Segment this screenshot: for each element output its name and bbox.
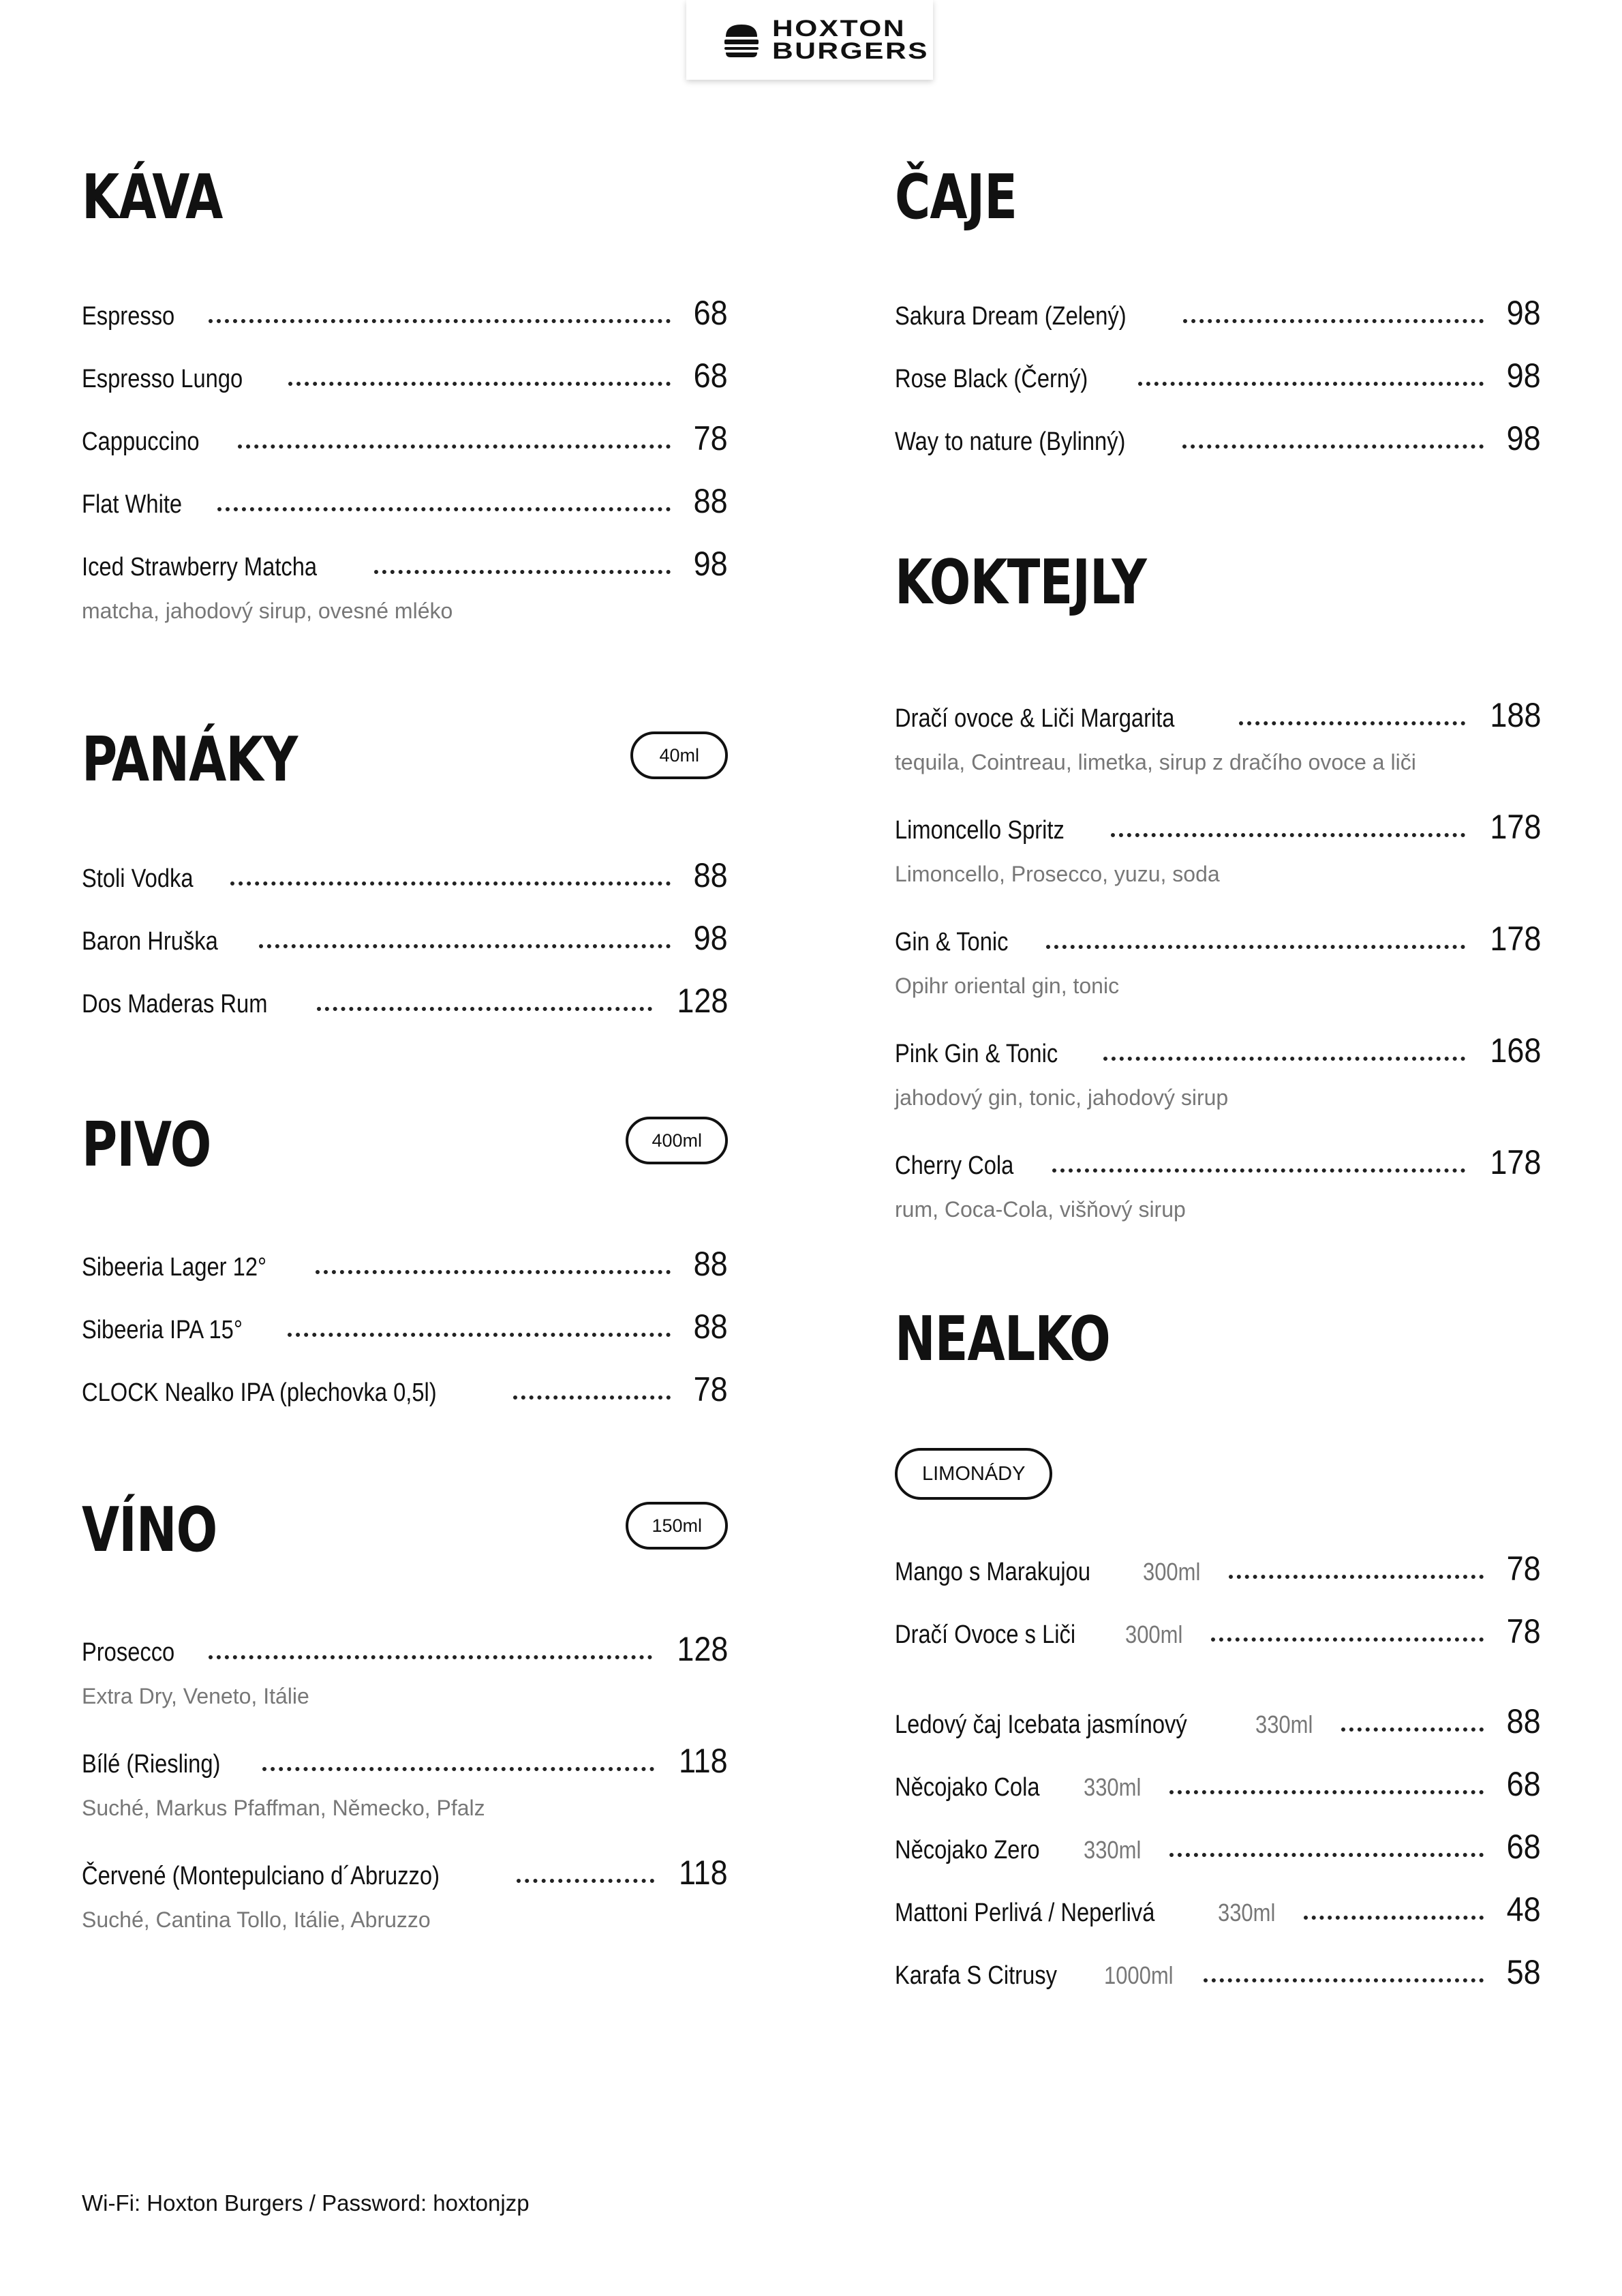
item-description: Opihr oriental gin, tonic	[895, 973, 1120, 998]
volume-badge: 400ml	[626, 1117, 728, 1164]
limonady-badge: LIMONÁDY	[895, 1448, 1052, 1500]
item-name: CLOCK Nealko IPA (plechovka 0,5l)	[82, 1378, 437, 1407]
item-name: Rose Black (Černý)	[895, 365, 1088, 393]
item-price: 78	[693, 1370, 728, 1408]
leader-dots	[1239, 721, 1465, 725]
item-price: 178	[1489, 808, 1541, 846]
leader-dots	[230, 881, 671, 886]
item-price: 68	[1506, 1828, 1541, 1866]
item-name: Limoncello Spritz	[895, 816, 1065, 845]
item-price: 178	[1489, 920, 1541, 958]
menu-item	[82, 856, 728, 918]
section-title: ČAJE	[895, 162, 1017, 233]
section-nealko	[895, 1299, 1541, 2015]
item-price: 88	[693, 856, 728, 894]
section-title: KOKTEJLY	[895, 547, 1146, 618]
leader-dots	[316, 1270, 671, 1274]
item-price: 78	[693, 419, 728, 457]
leader-dots	[288, 382, 671, 386]
menu-item	[895, 1143, 1541, 1254]
item-price: 168	[1489, 1031, 1541, 1070]
item-name: Mattoni Perlivá / Neperlivá	[895, 1899, 1155, 1927]
leader-dots	[513, 1395, 671, 1400]
item-description: Extra Dry, Veneto, Itálie	[82, 1684, 309, 1708]
item-name: Espresso	[82, 302, 175, 331]
menu-item	[82, 918, 728, 981]
item-price: 68	[1506, 1765, 1541, 1803]
section-caje	[895, 157, 1541, 481]
leader-dots	[1229, 1575, 1484, 1579]
menu-item	[82, 544, 728, 656]
item-price: 98	[693, 919, 728, 957]
item-volume: 300ml	[1125, 1620, 1183, 1648]
item-description: jahodový gin, tonic, jahodový sirup	[895, 1085, 1229, 1110]
item-price: 68	[693, 357, 728, 395]
menu-item	[895, 807, 1541, 919]
leader-dots	[1169, 1790, 1484, 1794]
item-price: 98	[1506, 357, 1541, 395]
item-name: Dos Maderas Rum	[82, 990, 268, 1018]
menu-item	[82, 981, 728, 1044]
leader-dots	[317, 1007, 652, 1011]
leader-dots	[209, 319, 671, 323]
item-description: Limoncello, Prosecco, yuzu, soda	[895, 862, 1220, 886]
section-panaky	[82, 719, 728, 1044]
section-title: KÁVA	[82, 162, 223, 233]
item-description: Suché, Cantina Tollo, Itálie, Abruzzo	[82, 1907, 431, 1932]
leader-dots	[1046, 945, 1465, 949]
item-price: 88	[693, 482, 728, 520]
item-volume: 330ml	[1217, 1899, 1275, 1927]
item-price: 188	[1489, 696, 1541, 734]
burger-icon	[722, 20, 761, 60]
item-name: Cappuccino	[82, 427, 200, 456]
caje-list	[895, 293, 1541, 481]
menu-item	[82, 1853, 728, 1965]
leader-dots	[1138, 382, 1484, 386]
leader-dots	[1169, 1853, 1484, 1857]
leader-dots	[1304, 1916, 1484, 1920]
item-volume: 300ml	[1142, 1558, 1201, 1586]
item-name: Iced Strawberry Matcha	[82, 553, 318, 581]
menu-item	[895, 1890, 1541, 1952]
leader-dots	[1341, 1727, 1484, 1732]
item-name: Stoli Vodka	[82, 864, 194, 893]
item-name: Pink Gin & Tonic	[895, 1040, 1058, 1068]
menu-item	[895, 1031, 1541, 1143]
menu-item	[82, 293, 728, 356]
menu-item	[895, 293, 1541, 356]
wifi-info: Wi-Fi: Hoxton Burgers / Password: hoxtonjzp	[82, 2190, 530, 2216]
menu-item	[82, 1370, 728, 1432]
item-name: Way to nature (Bylinný)	[895, 427, 1126, 456]
leader-dots	[517, 1879, 654, 1883]
item-price: 178	[1489, 1143, 1541, 1181]
item-name: Červené (Montepulciano d´Abruzzo)	[82, 1862, 440, 1890]
menu-item	[895, 1549, 1541, 1612]
item-name: Cherry Cola	[895, 1151, 1014, 1180]
leader-dots	[259, 944, 671, 948]
vino-list	[82, 1629, 728, 1965]
item-description: Suché, Markus Pfaffman, Německo, Pfalz	[82, 1796, 485, 1820]
item-description: matcha, jahodový sirup, ovesné mléko	[82, 599, 453, 623]
item-price: 78	[1506, 1612, 1541, 1650]
section-koktejly	[895, 542, 1541, 1254]
leader-dots	[238, 444, 671, 449]
item-name: Něcojako Zero	[895, 1836, 1040, 1864]
item-price: 128	[676, 1630, 728, 1668]
menu-item	[82, 1741, 728, 1853]
section-pivo	[82, 1104, 728, 1432]
menu-item	[82, 1307, 728, 1370]
item-volume: 330ml	[1084, 1773, 1142, 1801]
item-price: 98	[1506, 419, 1541, 457]
item-name: Ledový čaj Icebata jasmínový	[895, 1710, 1187, 1739]
item-description: rum, Coca-Cola, višňový sirup	[895, 1197, 1186, 1222]
leader-dots	[1182, 444, 1484, 449]
item-description: tequila, Cointreau, limetka, sirup z dračího ovoce a liči	[895, 750, 1416, 774]
item-name: Sakura Dream (Zelený)	[895, 302, 1127, 331]
menu-item	[895, 1952, 1541, 2015]
koktejly-list	[895, 695, 1541, 1254]
leader-dots	[1103, 1057, 1465, 1061]
item-price: 58	[1506, 1953, 1541, 1991]
item-name: Mango s Marakujou	[895, 1558, 1091, 1586]
section-title: VÍNO	[82, 1494, 217, 1566]
item-name: Bílé (Riesling)	[82, 1750, 221, 1779]
item-price: 78	[1506, 1550, 1541, 1588]
item-name: Dračí Ovoce s Liči	[895, 1620, 1076, 1649]
section-vino	[82, 1490, 728, 1965]
menu-item	[895, 1702, 1541, 1764]
item-price: 48	[1506, 1890, 1541, 1929]
item-price: 118	[679, 1854, 728, 1892]
menu-item	[82, 356, 728, 419]
item-name: Gin & Tonic	[895, 928, 1009, 956]
menu-item	[895, 1612, 1541, 1674]
leader-dots	[374, 570, 671, 574]
item-volume: 330ml	[1255, 1710, 1313, 1738]
menu-item	[895, 919, 1541, 1031]
brand-line-2: BURGERS	[771, 37, 930, 64]
volume-badge: 150ml	[626, 1502, 728, 1550]
item-name: Espresso Lungo	[82, 365, 243, 393]
item-volume: 330ml	[1084, 1836, 1142, 1864]
item-price: 68	[693, 294, 728, 332]
item-name: Prosecco	[82, 1638, 175, 1667]
menu-item	[895, 1827, 1541, 1890]
item-price: 88	[693, 1245, 728, 1283]
leader-dots	[1111, 833, 1465, 837]
item-price: 98	[1506, 294, 1541, 332]
brand-line-1: HOXTON	[771, 16, 906, 42]
leader-dots	[262, 1767, 655, 1771]
leader-dots	[217, 507, 671, 511]
section-kava	[82, 157, 728, 656]
limonady-list	[895, 1549, 1541, 1674]
section-title: NEALKO	[895, 1303, 1110, 1375]
menu-item	[895, 419, 1541, 481]
item-price: 88	[693, 1308, 728, 1346]
menu-item	[895, 1764, 1541, 1827]
volume-badge: 40ml	[630, 731, 728, 779]
menu-item	[895, 695, 1541, 807]
leader-dots	[1204, 1978, 1484, 1982]
section-title: PIVO	[82, 1109, 211, 1181]
menu-item	[82, 1629, 728, 1741]
leader-dots	[1183, 319, 1484, 323]
section-title: PANÁKY	[82, 724, 298, 796]
brand-logo	[686, 0, 933, 80]
item-volume: 1000ml	[1103, 1961, 1174, 1989]
menu-item	[82, 481, 728, 544]
item-name: Flat White	[82, 490, 183, 519]
item-price: 118	[679, 1742, 728, 1780]
item-name: Něcojako Cola	[895, 1773, 1040, 1802]
menu-item	[895, 356, 1541, 419]
item-name: Karafa S Citrusy	[895, 1961, 1057, 1990]
panaky-list	[82, 856, 728, 1044]
item-price: 98	[693, 545, 728, 583]
leader-dots	[1052, 1168, 1465, 1173]
pivo-list	[82, 1244, 728, 1432]
item-name: Sibeeria Lager 12°	[82, 1253, 267, 1282]
soft-drinks-list	[895, 1702, 1541, 2015]
item-name: Sibeeria IPA 15°	[82, 1316, 243, 1344]
leader-dots	[209, 1655, 652, 1659]
leader-dots	[288, 1333, 671, 1337]
menu-item	[82, 419, 728, 481]
item-price: 88	[1506, 1702, 1541, 1740]
menu-item	[82, 1244, 728, 1307]
leader-dots	[1211, 1637, 1484, 1642]
item-name: Dračí ovoce & Liči Margarita	[895, 704, 1175, 733]
item-name: Baron Hruška	[82, 927, 218, 956]
kava-list	[82, 293, 728, 656]
item-price: 128	[676, 982, 728, 1020]
